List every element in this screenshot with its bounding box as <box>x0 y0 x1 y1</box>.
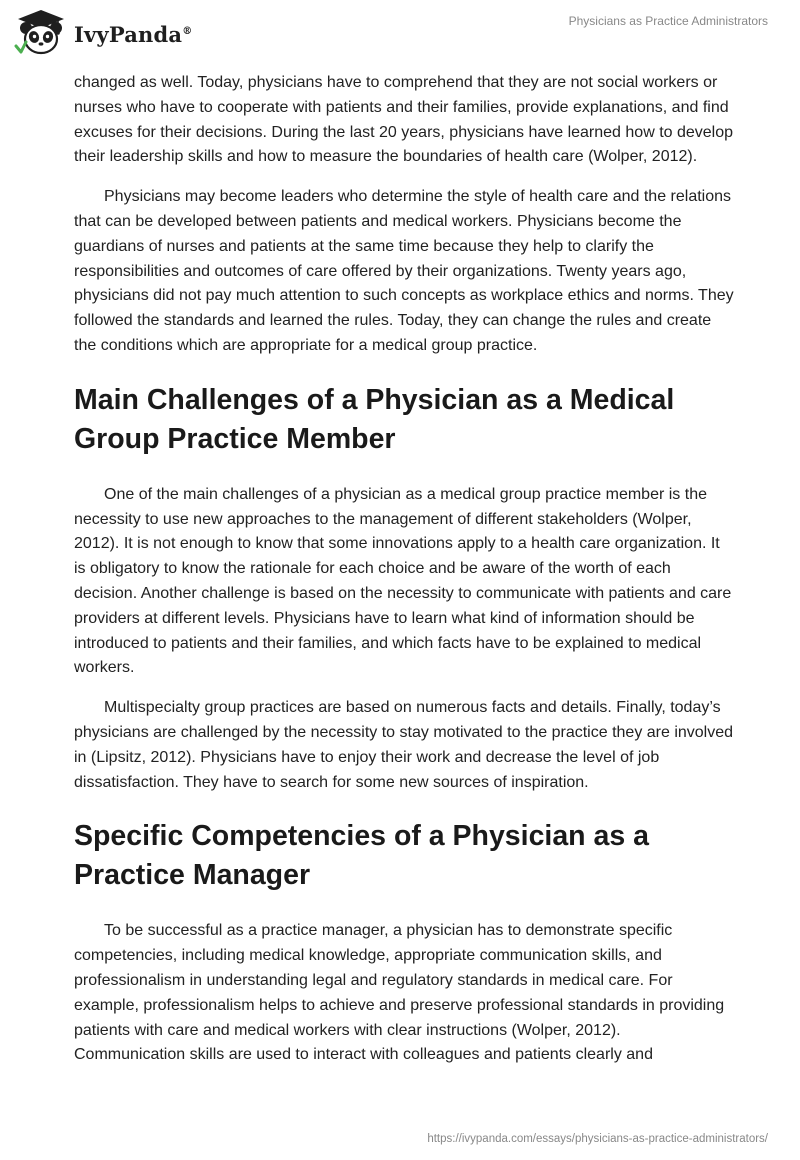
section-heading-challenges: Main Challenges of a Physician as a Medical Group Practice Member <box>74 383 675 455</box>
essay-content <box>74 71 734 1083</box>
brand-logo[interactable] <box>12 8 192 56</box>
paragraph: To be successful as a practice manager, a physician has to demonstrate specific competencies, including medical knowledge, appropriate communication skills, and professionalism in understanding legal and regulatory standards in medical care. For example, professionalism helps to achieve and preserve professional standards in providing patients with care and medical workers with clear instructions (Wolper, 2012). Communication skills are used to interact with colleagues and patients clearly and <box>74 922 725 1064</box>
document-title: Physicians as Practice Administrators <box>568 14 768 28</box>
panda-logo-icon <box>12 8 70 56</box>
paragraph: Multispecialty group practices are based on numerous facts and details. Finally, today’s physicians are challenged by the necessity to stay motivated to the practice they are involved in (Lipsitz, 2012). Physicians have to enjoy their work and decrease the level of job dissatisfaction. They have to search for some new sources of inspiration. <box>74 699 734 791</box>
paragraph: changed as well. Today, physicians have to comprehend that they are not social workers or nurses who have to cooperate with patients and their families, provide explanations, and find excuses for their decisions. During the last 20 years, physicians have learned how to develop their leadership skills and how to measure the boundaries of health care (Wolper, 2012). <box>74 74 734 166</box>
paragraph: Physicians may become leaders who determine the style of health care and the relations that can be developed between patients and medical workers. Physicians become the guardians of nurses and patients at the same time because they help to clarify the responsibilities and outcomes of care offered by their organizations. Twenty years ago, physicians did not pay much attention to such concepts as workplace ethics and norms. They followed the standards and learned the rules. Today, they can change the rules and create the conditions which are appropriate for a medical group practice. <box>74 188 734 354</box>
page-header <box>0 0 800 70</box>
registered-mark: ® <box>182 25 193 37</box>
brand-name: IvyPanda® <box>74 21 193 47</box>
section-heading-competencies: Specific Competencies of a Physician as a Practice Manager <box>74 820 649 892</box>
source-url[interactable]: https://ivypanda.com/essays/physicians-as-practice-administrators/ <box>427 1133 768 1145</box>
paragraph: One of the main challenges of a physician as a medical group practice member is the necessity to use new approaches to the management of different stakeholders (Wolper, 2012). It is not enough to know that some innovations apply to a health care organization. It is obligatory to know the rationale for each choice and be aware of the worth of each decision. Another challenge is based on the necessity to communicate with patients and care providers at different levels. Physicians have to learn what kind of information should be introduced to patients and their families, and which facts have to be explained to medical workers. <box>74 485 732 677</box>
